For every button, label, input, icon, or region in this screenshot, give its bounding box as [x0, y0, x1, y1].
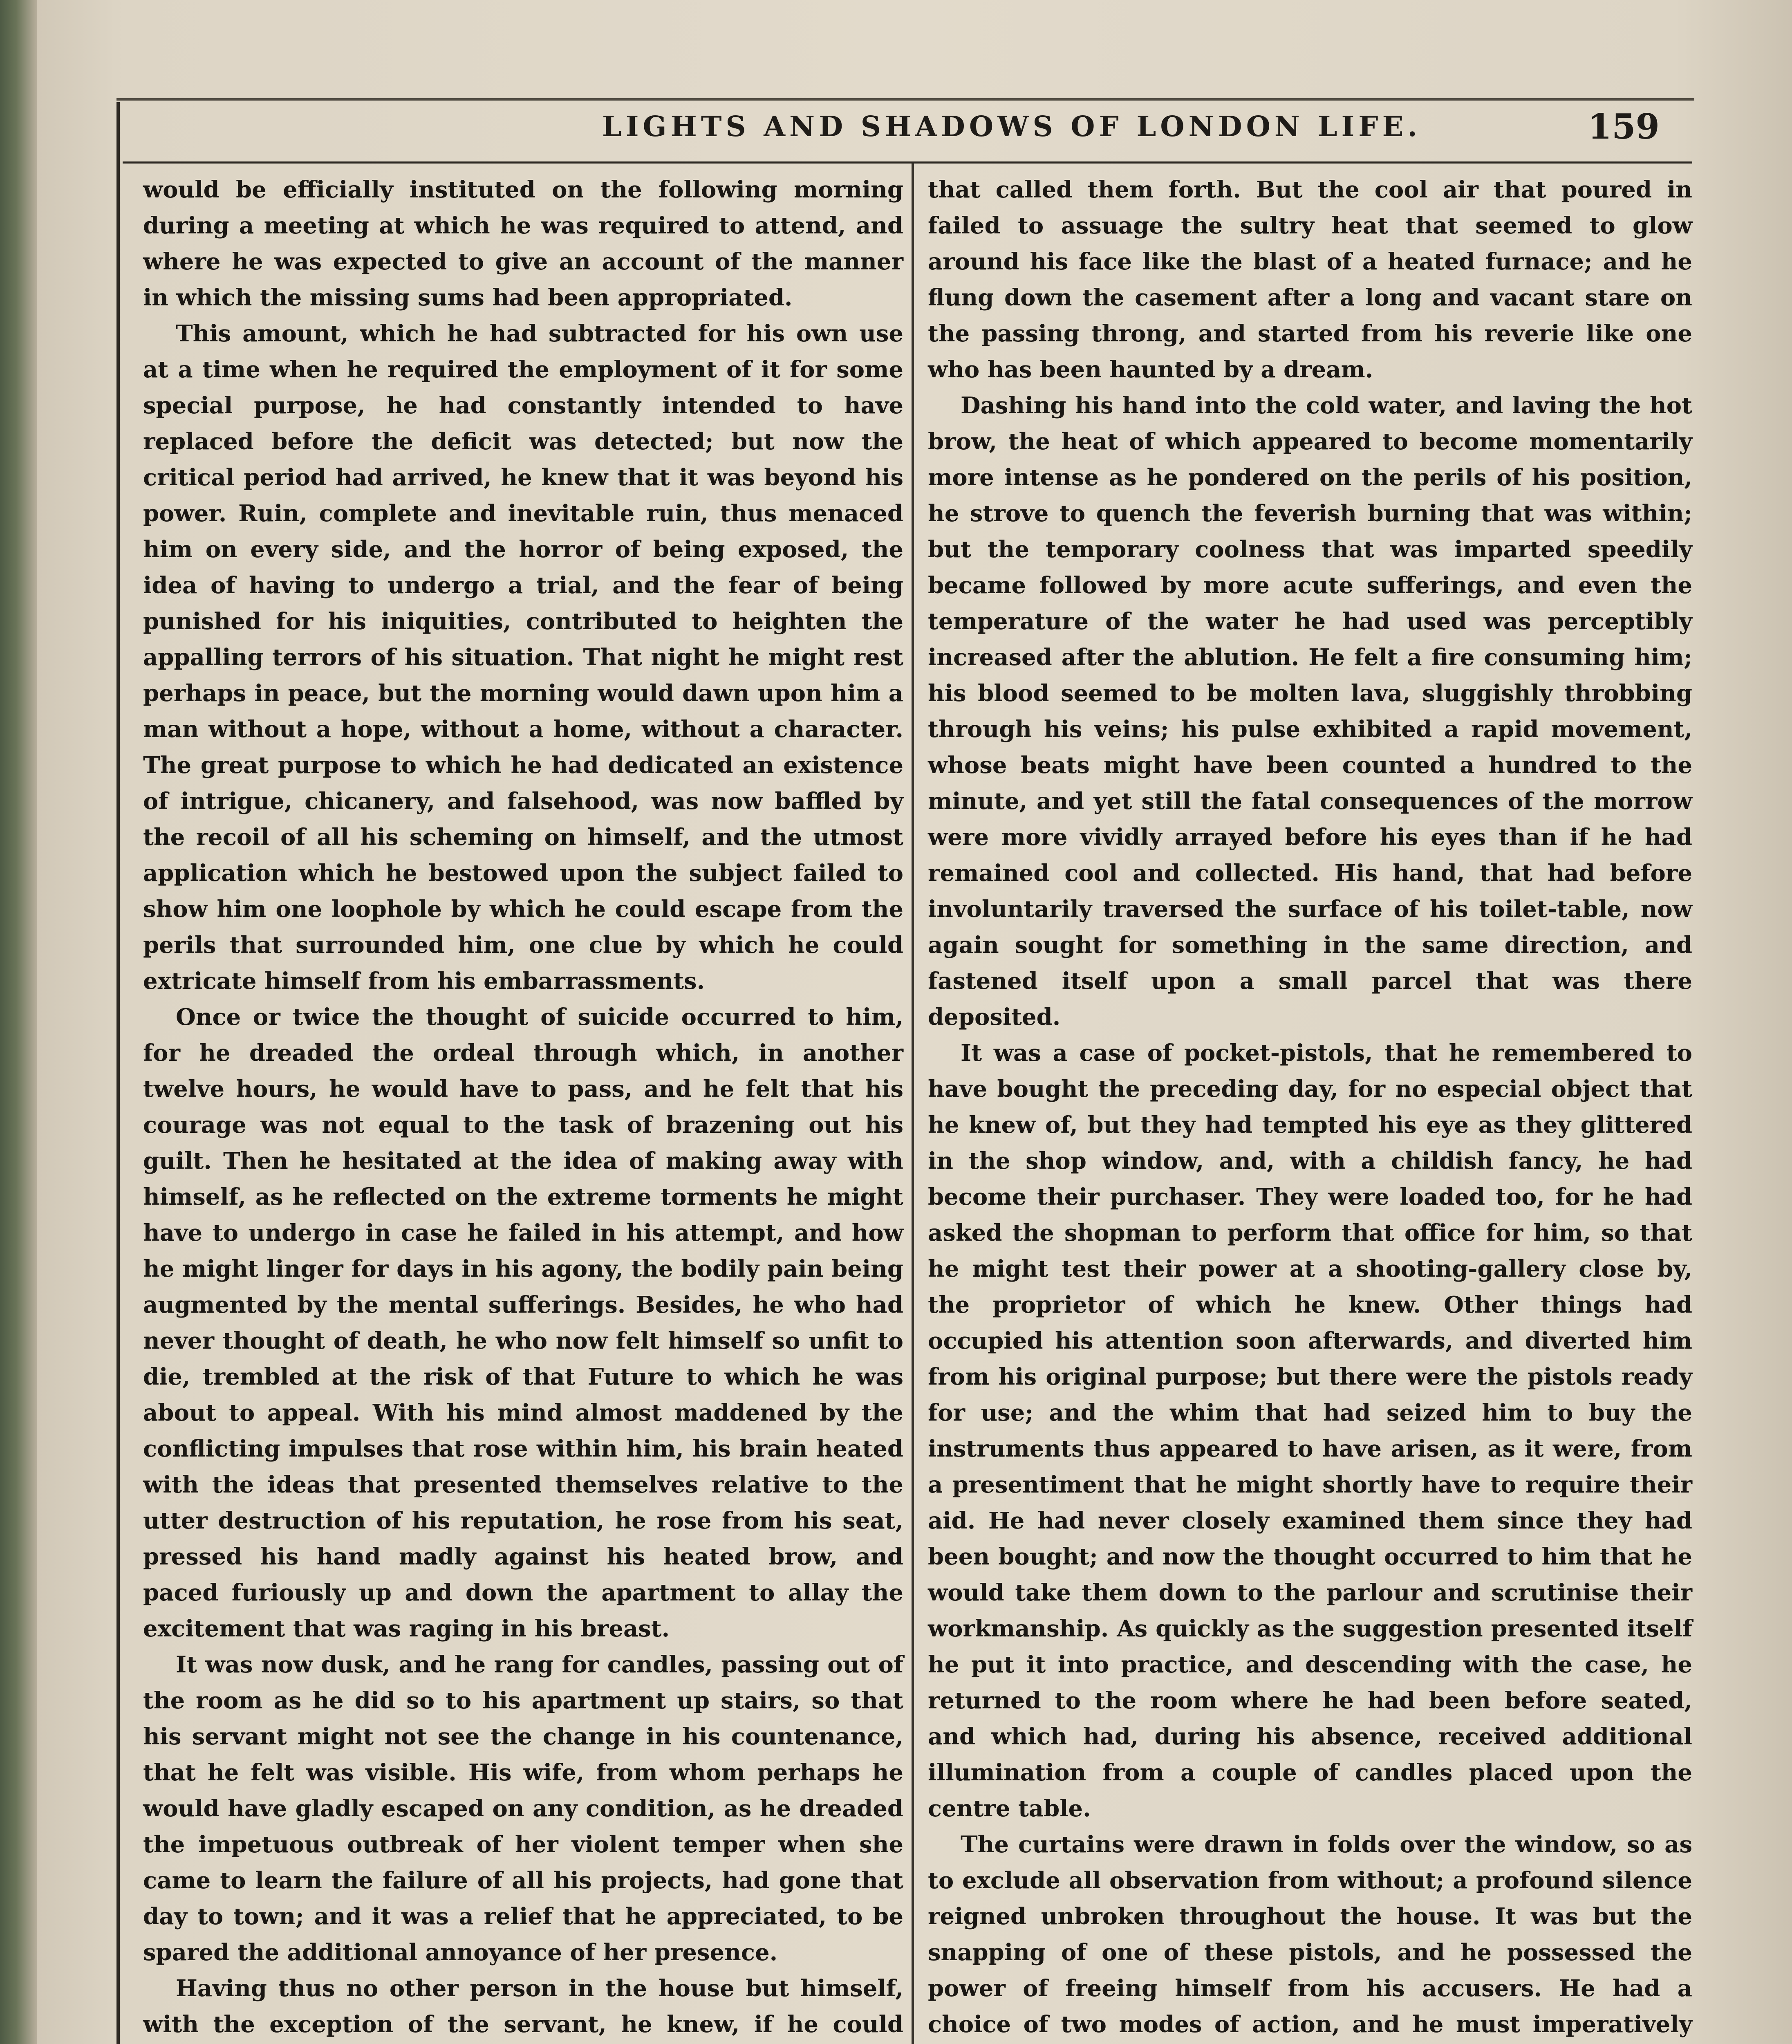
paragraph: Having thus no other person in the house but himself, with the exception of the servant, he knew, if he could	[143, 1975, 903, 2038]
column-divider	[912, 164, 914, 2044]
left-border-rule	[116, 102, 120, 2044]
page-number: 159	[1588, 106, 1660, 147]
paragraph: that called them forth. But the cool air that poured in failed to assuage the sultry heat that seemed to glow around his face like the blast of a heated furnace; and he flung down the casement after a long and vacant stare on the passing throng, and started from his reverie like one who has been haunted by a dream.	[928, 176, 1692, 383]
right-column	[928, 172, 1692, 2044]
left-column	[143, 172, 903, 2044]
top-border-rule	[116, 98, 1694, 101]
running-title: LIGHTS AND SHADOWS OF LONDON LIFE.	[602, 110, 1422, 143]
paragraph: would be efficially instituted on the following morning during a meeting at which he was required to attend, and where he was expected to give an account of the manner in which the missing sums had been appropriated.	[143, 176, 903, 311]
paragraph: This amount, which he had subtracted for his own use at a time when he required the employment of it for some special purpose, he had constantly intended to have replaced before the deficit was detected; but now the critical period had arrived, he knew that it was beyond his power. Ruin, complete and inevitable ruin, thus menaced him on every side, and the horror of being exposed, the idea of having to undergo a trial, and the fear of being punished for his iniquities, contributed to heighten the appalling terrors of his situation. That night he might rest perhaps in peace, but the morning would dawn upon him a man without a hope, without a home, without a character. The great purpose to which he had dedicated an existence of intrigue, chicanery, and falsehood, was now baffled by the recoil of all his scheming on himself, and the utmost application which he bestowed upon the subject failed to show him one loophole by which he could escape from the perils that surrounded him, one clue by which he could extricate himself from his embarrassments.	[143, 320, 903, 995]
paragraph: Dashing his hand into the cold water, and laving the hot brow, the heat of which appeared to become momentarily more intense as he pondered on the perils of his position, he strove to quench the feverish burning that was within; but the temporary coolness that was imparted speedily became followed by more acute sufferings, and even the temperature of the water he had used was perceptibly increased after the ablution. He felt a fire consuming him; his blood seemed to be molten lava, sluggishly throbbing through his veins; his pulse exhibited a rapid movement, whose beats might have been counted a hundred to the minute, and yet still the fatal consequences of the morrow were more vividly arrayed before his eyes than if he had remained cool and collected. His hand, that had before involuntarily traversed the surface of his toilet-table, now again sought for something in the same direction, and fastened itself upon a small parcel that was there deposited.	[928, 392, 1692, 1031]
paragraph: It was a case of pocket-pistols, that he remembered to have bought the preceding day, for no especial object that he knew of, but they had tempted his eye as they glittered in the shop window, and, with a childish fancy, he had become their purchaser. They were loaded too, for he had asked the shopman to perform that office for him, so that he might test their power at a shooting-gallery close by, the proprietor of which he knew. Other things had occupied his attention soon afterwards, and diverted him from his original purpose; but there were the pistols ready for use; and the whim that had seized him to buy the instruments thus appeared to have arisen, as it were, from a presentiment that he might shortly have to require their aid. He had never closely examined them since they had been bought; and now the thought occurred to him that he would take them down to the parlour and scrutinise their workmanship. As quickly as the suggestion presented itself he put it into practice, and descending with the case, he returned to the room where he had been before seated, and which had, during his absence, received additional illumination from a couple of candles placed upon the centre table.	[928, 1040, 1692, 1822]
header-rule	[123, 161, 1692, 164]
book-spine-edge	[0, 0, 37, 2044]
paragraph: Once or twice the thought of suicide occurred to him, for he dreaded the ordeal through which, in another twelve hours, he would have to pass, and he felt that his courage was not equal to the task of brazening out his guilt. Then he hesitated at the idea of making away with himself, as he reflected on the extreme torments he might have to undergo in case he failed in his attempt, and how he might linger for days in his agony, the bodily pain being augmented by the mental sufferings. Besides, he who had never thought of death, he who now felt himself so unfit to die, trembled at the risk of that Future to which he was about to appeal. With his mind almost maddened by the conflicting impulses that rose within him, his brain heated with the ideas that presented themselves relative to the utter destruction of his reputation, he rose from his seat, pressed his hand madly against his heated brow, and paced furiously up and down the apartment to allay the excitement that was raging in his breast.	[143, 1004, 903, 1642]
paragraph: The curtains were drawn in folds over the window, so as to exclude all observation from without; a profound silence reigned unbroken throughout the house. It was but the snapping of one of these pistols, and he possessed the power of freeing himself from his accusers. He had a choice of two modes of action, and he must imperatively	[928, 1831, 1692, 2038]
page-header	[123, 102, 1676, 164]
paragraph: It was now dusk, and he rang for candles, passing out of the room as he did so to his apartment up stairs, so that his servant might not see the change in his countenance, that he felt was visible. His wife, from whom perhaps he would have gladly escaped on any condition, as he dreaded the impetuous outbreak of her violent temper when she came to learn the failure of all his projects, had gone that day to town; and it was a relief that he appreciated, to be spared the additional annoyance of her presence.	[143, 1651, 903, 1966]
